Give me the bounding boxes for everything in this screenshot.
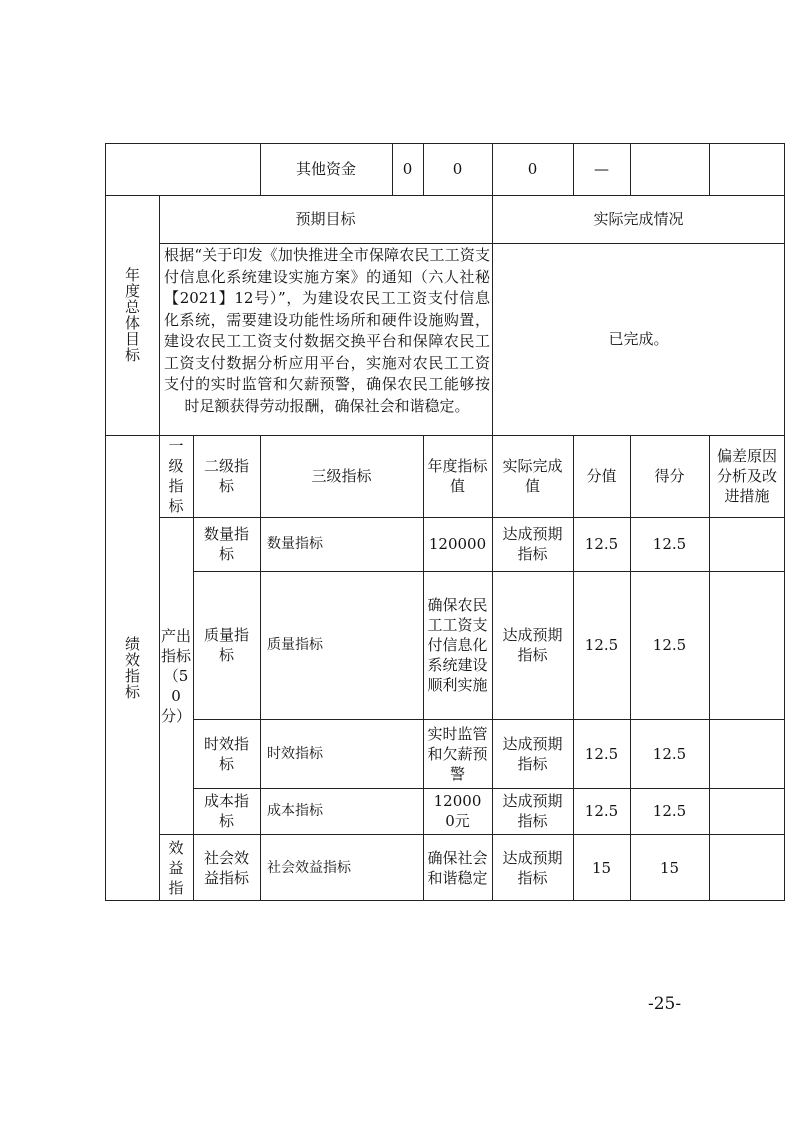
row2-actual: 达成预期指标 [502,626,563,664]
funds-other-budget-full: 0 [452,160,463,178]
header-level1: 一级指标 [168,437,184,515]
row1-level3: 数量指标 [267,536,323,552]
row5-score: 15 [659,858,680,877]
actual-completion-text: 已完成。 [608,330,669,348]
funds-other-budget-start: 0 [402,160,413,178]
row3-score: 12.5 [652,744,687,763]
row4-deviation [709,788,785,834]
funds-other-executed: 0 [527,160,538,178]
group-benefit-label: 效益指 [168,839,184,897]
row2-value: 确保农民工工资支付信息化系统建设顺利实施 [427,596,488,694]
row5-level3: 社会效益指标 [267,859,351,876]
row4-actual: 达成预期指标 [502,792,563,830]
row4-points: 12.5 [584,802,619,820]
expected-goal-header: 预期目标 [295,210,356,228]
header-deviation: 偏差原因分析及改进措施 [717,447,778,505]
funds-other-rate: — [594,160,609,178]
row5-actual: 达成预期指标 [502,848,563,887]
header-points: 分值 [586,467,617,485]
row2-points: 12.5 [584,636,619,654]
row3-value: 实时监管和欠薪预警 [427,724,488,783]
row4-score: 12.5 [652,802,687,820]
row1-deviation [709,517,785,571]
funds-other-label: 其他资金 [295,160,356,178]
row1-level2: 数量指标 [203,525,249,563]
row2-level3: 质量指标 [267,637,323,653]
header-level2: 二级指标 [203,457,249,495]
row4-value: 120000元 [433,792,482,830]
expected-goal-text: 根据“关于印发《加快推进全市保障农民工工资支付信息化系统建设实施方案》的通知（六人社秘【2021】12号）”，为建设农民工工资支付信息化系统，需要建设功能性场所和硬件设施购置，建设农民工工资支付数据交换平台和保障农民工工资支付数据分析应用平台，实施对农民工工资支付的实时监管和欠薪预警，确保农民工能够按时足额获得劳动报酬，确保社会和谐稳定。 [164,246,490,415]
row5-value: 确保社会和谐稳定 [427,848,488,887]
annual-goal-section-label: 年度总体目标 [123,267,141,363]
row3-actual: 达成预期指标 [502,734,563,773]
row1-value: 120000 [428,535,487,553]
header-actual: 实际完成值 [502,457,563,495]
row3-level3: 时效指标 [267,745,323,762]
row5-level2: 社会效益指标 [203,848,249,887]
funds-other-score [709,143,785,195]
row2-level2: 质量指标 [203,626,249,664]
header-level3: 三级指标 [311,467,372,485]
performance-section-label: 绩效指标 [123,636,141,700]
row1-actual: 达成预期指标 [502,525,563,563]
row2-score: 12.5 [652,636,687,654]
row1-points: 12.5 [584,535,619,553]
funds-other-points [630,143,709,195]
row3-level2: 时效指标 [203,734,249,773]
actual-completion-header: 实际完成情况 [593,210,684,228]
header-score: 得分 [654,467,685,485]
header-annual-value: 年度指标值 [427,457,488,495]
row3-deviation [709,719,785,788]
row5-points: 15 [591,858,612,877]
row1-score: 12.5 [652,535,687,553]
row3-points: 12.5 [584,744,619,763]
row4-level2: 成本指标 [203,792,249,830]
row5-deviation [709,834,785,901]
row2-deviation [709,571,785,719]
page-number: -25- [648,994,682,1014]
row4-level3: 成本指标 [267,803,323,819]
group-output-label: 产出指标（50分） [161,626,192,725]
